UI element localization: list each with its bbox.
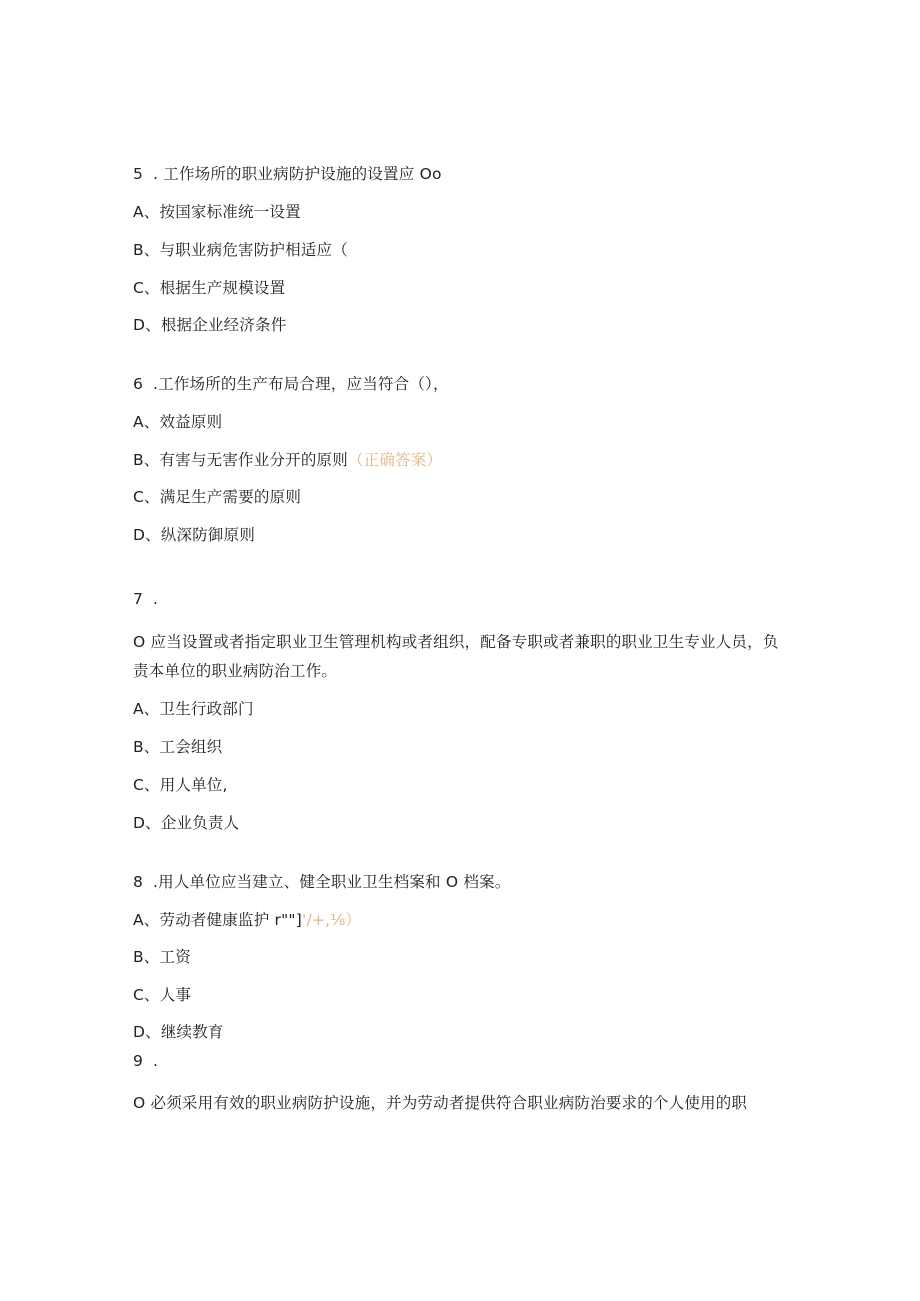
correct-answer-note: （正确答案）: [347, 451, 443, 469]
option-text: C、根据生产规模设置: [133, 279, 286, 297]
question-8-option-b: [133, 947, 191, 967]
question-text: .工作场所的生产布局合理，应当符合（），: [153, 375, 449, 393]
question-7-body: O 应当设置或者指定职业卫生管理机构或者组织，配备专职或者兼职的职业卫生专业人员，负责本单位的职业病防治工作。: [133, 633, 779, 680]
option-text: C、用人单位,: [133, 776, 228, 794]
question-8-option-a: [133, 910, 361, 930]
question-5-option-b: [133, 240, 348, 260]
question-5-option-d: [133, 315, 286, 335]
option-text: C、人事: [133, 986, 192, 1004]
question-6-option-d: [133, 525, 255, 545]
question-number: 9: [133, 1052, 144, 1070]
option-text: D、纵深防御原则: [133, 526, 256, 544]
question-9-stem: [133, 1051, 158, 1071]
question-number: 5: [133, 165, 144, 183]
question-5-option-c: [133, 278, 285, 298]
question-9-body: O 必须采用有效的职业病防护设施，并为劳动者提供符合职业病防治要求的个人使用的职: [133, 1094, 748, 1112]
question-8-option-c: [133, 985, 191, 1005]
question-text: .: [153, 1052, 159, 1070]
question-7-option-a: [133, 699, 254, 719]
option-text: B、工资: [133, 948, 191, 966]
question-7-option-b: [133, 737, 222, 757]
question-number: 8: [133, 873, 144, 891]
question-6-stem: [133, 374, 449, 394]
question-7-option-c: [133, 775, 228, 795]
question-7-stem: [133, 589, 158, 609]
option-text: D、企业负责人: [133, 814, 240, 832]
question-number: 6: [133, 375, 144, 393]
question-text: .: [153, 590, 159, 608]
option-text: D、继续教育: [133, 1023, 224, 1041]
option-text: B、与职业病危害防护相适应（: [133, 241, 348, 259]
question-text: .用人单位应当建立、健全职业卫生档案和 O 档案。: [153, 873, 511, 891]
option-text: B、有害与无害作业分开的原则: [133, 451, 348, 469]
correct-answer-note: '/+,⅛）: [302, 911, 362, 929]
option-text: A、按国家标准统一设置: [133, 203, 301, 221]
question-5-stem: [133, 164, 442, 184]
question-7-option-d: [133, 813, 239, 833]
option-text: D、根据企业经济条件: [133, 316, 287, 334]
option-text: B、工会组织: [133, 738, 223, 756]
question-6-option-c: [133, 487, 301, 507]
question-number: 7: [133, 590, 144, 608]
option-text: A、效益原则: [133, 413, 223, 431]
question-6-option-b: [133, 450, 442, 470]
question-8-option-d: [133, 1022, 224, 1042]
option-text: A、卫生行政部门: [133, 700, 254, 718]
question-5-option-a: [133, 202, 301, 222]
question-6-option-a: [133, 412, 222, 432]
question-text: . 工作场所的职业病防护设施的设置应 Oo: [153, 165, 442, 183]
option-text: A、劳动者健康监护 r""]: [133, 911, 303, 929]
question-8-stem: [133, 872, 510, 892]
option-text: C、满足生产需要的原则: [133, 488, 302, 506]
